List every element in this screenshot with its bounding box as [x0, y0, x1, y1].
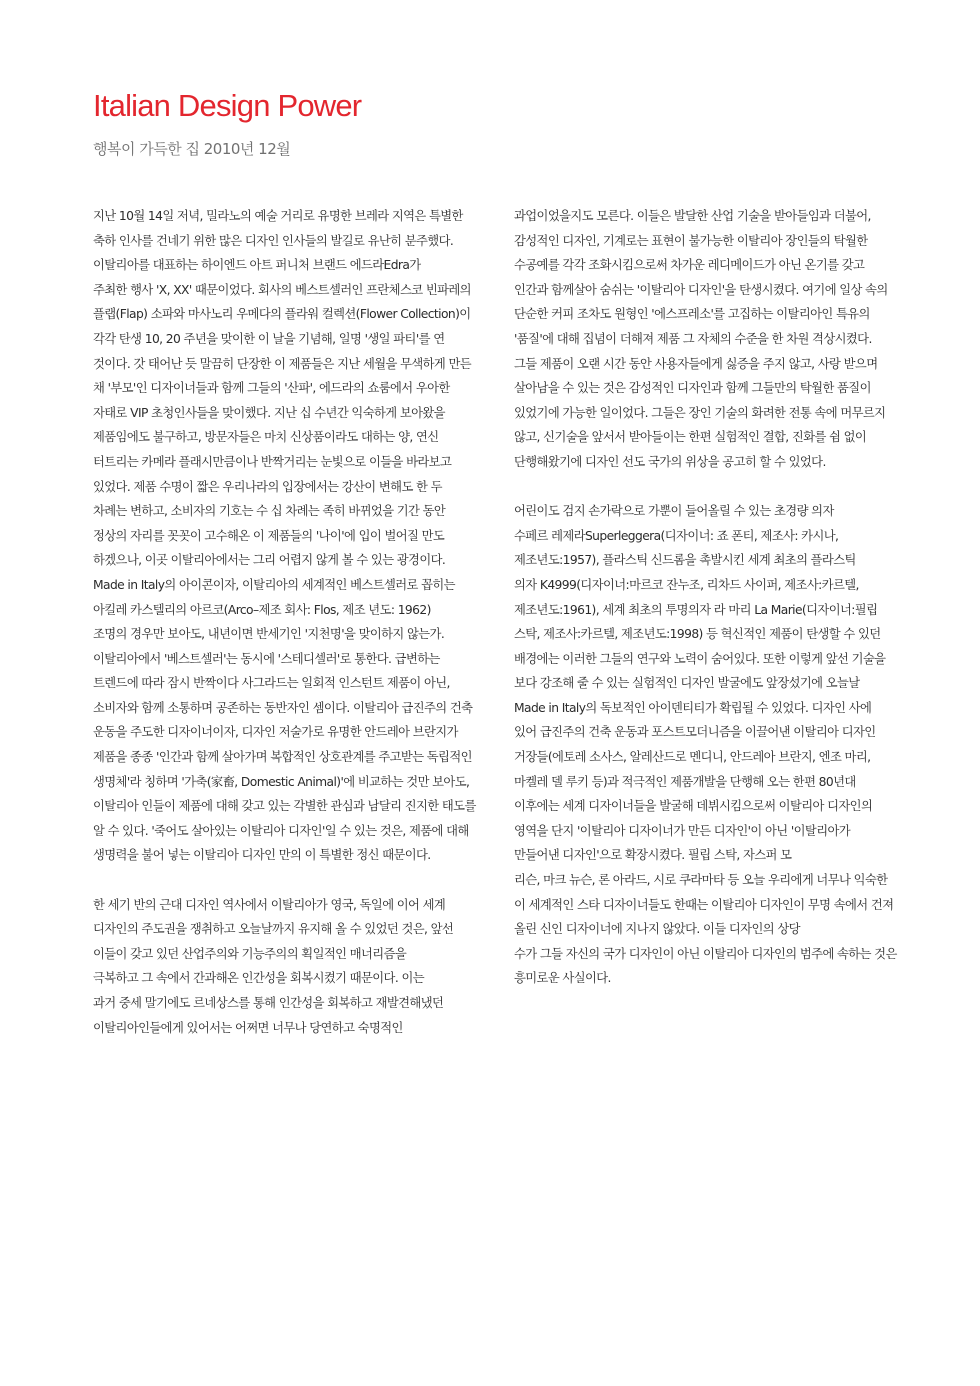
text-line: 제품임에도 불구하고, 방문자들은 마치 신상품이라도 대하는 양, 연신	[93, 430, 439, 445]
body-paragraph	[514, 204, 899, 475]
text-line: 것이다. 갓 태어난 듯 말끔히 단장한 이 제품들은 지난 세월을 무색하게 만든	[93, 356, 472, 371]
text-line: 하겠으나, 이곳 이탈리아에서는 그리 어렵지 않게 볼 수 있는 광경이다.	[93, 553, 446, 568]
text-line: 이들이 갖고 있던 산업주의와 기능주의의 획일적인 매너리즘을	[93, 946, 407, 961]
text-line: 차례는 변하고, 소비자의 기호는 수 십 차례는 족히 바뀌었을 기간 동안	[93, 504, 446, 519]
article-subtitle: 행복이 가득한 집 2010년 12월	[93, 140, 291, 158]
text-line: 흥미로운 사실이다.	[514, 971, 611, 986]
text-line: 보다 강조해 줄 수 있는 실험적인 디자인 발굴에도 앞장섰기에 오늘날	[514, 676, 860, 691]
text-line: 살아남을 수 있는 것은 감성적인 디자인과 함께 그들만의 탁월한 품질이	[514, 381, 871, 396]
text-line: 영역을 단지 '이탈리아 디자이너가 만든 디자인'이 아닌 '이탈리아가	[514, 823, 851, 838]
text-line: 한 세기 반의 근대 디자인 역사에서 이탈리아가 영국, 독일에 이어 세계	[93, 897, 446, 912]
text-line: 정상의 자리를 꼿꼿이 고수해온 이 제품들의 '나이'에 입이 벌어질 만도	[93, 528, 445, 543]
text-line: 만들어낸 디자인'으로 확장시켰다. 필립 스탁, 자스퍼 모	[514, 848, 792, 863]
left-text-column	[93, 204, 478, 1065]
text-line: 마켈레 델 루키 등)과 적극적인 제품개발을 단행해 오는 한편 80년대	[514, 774, 856, 789]
text-line: 인간과 함께살아 숨쉬는 '이탈리아 디자인'을 탄생시켰다. 여기에 일상 속의	[514, 282, 888, 297]
text-line: 수페르 레제라Superleggera(디자이너: 죠 폰티, 제조사: 카시나,	[514, 528, 839, 543]
right-text-column	[514, 204, 899, 1016]
text-line: 축하 인사를 건네기 위한 많은 디자인 인사들의 발길로 유난히 분주했다.	[93, 233, 454, 248]
text-line: 이후에는 세계 디자이너들을 발굴해 데뷔시킴으로써 이탈리아 디자인의	[514, 799, 873, 814]
text-line: 플랩(Flap) 소파와 마사노리 우메다의 플라워 컬렉션(Flower Collection)이	[93, 307, 471, 322]
text-line: 단순한 커피 조차도 원형인 '에스프레소'를 고집하는 이탈리아인 특유의	[514, 307, 870, 322]
text-line: 과거 중세 말기에도 르네상스를 통해 인간성을 회복하고 재발견해냈던	[93, 996, 444, 1010]
text-line: Made in Italy의 독보적인 아이덴티티가 확립될 수 있었다. 디자인 사에	[514, 700, 872, 715]
text-line: 제품을 종종 '인간과 함께 살아가며 복합적인 상호관계를 주고받는 독립적인	[93, 750, 472, 765]
text-line: '품질'에 대해 집념이 더해져 제품 그 자체의 수준을 한 차원 격상시켰다.	[514, 331, 872, 346]
text-line: 이탈리아인들에게 있어서는 어쩌면 너무나 당연하고 숙명적인	[93, 1020, 403, 1035]
text-line: 주최한 행사 'X, XX' 때문이었다. 회사의 베스트셀러인 프란체스코 빈파레의	[93, 282, 471, 297]
text-line: 이탈리아를 대표하는 하이엔드 아트 퍼니처 브랜드 에드라Edra가	[93, 258, 421, 273]
text-line: 수공예를 각각 조화시킴으로써 차가운 레디메이드가 아닌 온기를 갖고	[514, 258, 865, 273]
text-line: 소비자와 함께 소통하며 공존하는 동반자인 셈이다. 이탈리아 급진주의 건축	[93, 700, 473, 715]
text-line: 거장들(에토레 소사스, 알레산드로 멘디니, 안드레아 브란지, 엔조 마리,	[514, 750, 871, 765]
text-line: 않고, 신기술을 앞서서 받아들이는 한편 실험적인 결합, 진화를 쉼 없이	[514, 430, 867, 445]
text-line: 그들 제품이 오랜 시간 동안 사용자들에게 싫증을 주지 않고, 사랑 받으며	[514, 356, 878, 371]
text-line: 배경에는 이러한 그들의 연구와 노력이 숨어있다. 또한 이렇게 앞선 기술을	[514, 651, 886, 666]
text-line: 제조년도:1957), 플라스틱 신드롬을 촉발시킨 세계 최초의 플라스틱	[514, 553, 856, 568]
body-paragraph	[514, 499, 899, 991]
text-line: 리슨, 마크 뉴슨, 론 아라드, 시로 쿠라마타 등 오늘 우리에게 너무나 익숙한	[514, 873, 888, 888]
text-line: 지난 10월 14일 저녁, 밀라노의 예술 거리로 유명한 브레라 지역은 특별한	[93, 209, 463, 223]
text-line: 디자인의 주도권을 쟁취하고 오늘날까지 유지해 올 수 있었던 것은, 앞선	[93, 922, 454, 937]
text-line: 생명력을 불어 넣는 이탈리아 디자인 만의 이 특별한 정신 때문이다.	[93, 848, 431, 863]
text-line: 제조년도:1961), 세계 최초의 투명의자 라 마리 La Marie(디자이너:필립	[514, 602, 878, 617]
text-line: 있어 급진주의 건축 운동과 포스트모더니즘을 이끌어낸 이탈리아 디자인	[514, 725, 876, 740]
text-line: 이탈리아에서 '베스트셀러'는 동시에 '스테디셀러'로 통한다. 급변하는	[93, 651, 440, 666]
text-line: 채 '부모'인 디자이너들과 함께 그들의 '산파', 에드라의 쇼룸에서 우아한	[93, 381, 450, 396]
text-line: 각각 탄생 10, 20 주년을 맞이한 이 날을 기념해, 일명 '생일 파티'를 연	[93, 331, 445, 346]
text-line: 이 세계적인 스타 디자이너들도 한때는 이탈리아 디자인이 무명 속에서 건져	[514, 897, 894, 912]
text-line: 터트리는 카메라 플래시만큼이나 반짝거리는 눈빛으로 이들을 바라보고	[93, 454, 452, 469]
text-line: 수가 그들 자신의 국가 디자인이 아닌 이탈리아 디자인의 범주에 속하는 것은	[514, 946, 897, 961]
text-line: 있었다. 제품 수명이 짧은 우리나라의 입장에서는 강산이 변해도 한 두	[93, 479, 442, 494]
text-line: 의자 K4999(디자이너:마르코 잔누조, 리차드 사이퍼, 제조사:카르텔,	[514, 577, 859, 592]
text-line: 어린이도 검지 손가락으로 가뿐이 들어올릴 수 있는 초경량 의자	[514, 504, 834, 519]
text-line: 올린 신인 디자이너에 지나지 않았다. 이들 디자인의 상당	[514, 922, 800, 937]
text-line: 과업이었을지도 모른다. 이들은 발달한 산업 기술을 받아들임과 더불어,	[514, 209, 871, 223]
text-line: Made in Italy의 아이콘이자, 이탈리아의 세계적인 베스트셀러로 꼽히는	[93, 577, 455, 592]
text-line: 알 수 있다. '죽어도 살아있는 이탈리아 디자인'일 수 있는 것은, 제품에 대해	[93, 823, 469, 838]
text-line: 극복하고 그 속에서 간과해온 인간성을 회복시켰기 때문이다. 이는	[93, 971, 424, 986]
body-paragraph	[93, 893, 478, 1041]
text-line: 조명의 경우만 보아도, 내년이면 반세기인 '지천명'을 맞이하지 않는가.	[93, 627, 445, 642]
body-paragraph	[93, 204, 478, 868]
text-line: 자태로 VIP 초청인사들을 맞이했다. 지난 십 수년간 익숙하게 보아왔을	[93, 405, 445, 420]
text-line: 단행해왔기에 디자인 선도 국가의 위상을 공고히 할 수 있었다.	[514, 454, 826, 469]
text-line: 이탈리아 인들이 제품에 대해 갖고 있는 각별한 관심과 남달리 진지한 태도를	[93, 799, 476, 814]
text-line: 스탁, 제조사:카르텔, 제조년도:1998) 등 혁신적인 제품이 탄생할 수 있던	[514, 627, 881, 642]
text-line: 운동을 주도한 디자이너이자, 디자인 저술가로 유명한 안드레아 브란지가	[93, 725, 458, 740]
text-line: 트렌드에 따라 잠시 반짝이다 사그라드는 일회적 인스턴트 제품이 아닌,	[93, 676, 450, 691]
text-line: 있었기에 가능한 일이었다. 그들은 장인 기술의 화려한 전통 속에 머무르지	[514, 405, 886, 420]
text-line: 생명체'라 칭하며 '가축(家畜, Domestic Animal)'에 비교하는 것만 보아도,	[93, 774, 470, 789]
text-line: 아킬레 카스텔리의 아르코(Arco–제조 회사: Flos, 제조 년도: 1962)	[93, 602, 431, 617]
article-title: Italian Design Power	[93, 88, 362, 123]
text-line: 감성적인 디자인, 기계로는 표현이 불가능한 이탈리아 장인들의 탁월한	[514, 233, 868, 248]
